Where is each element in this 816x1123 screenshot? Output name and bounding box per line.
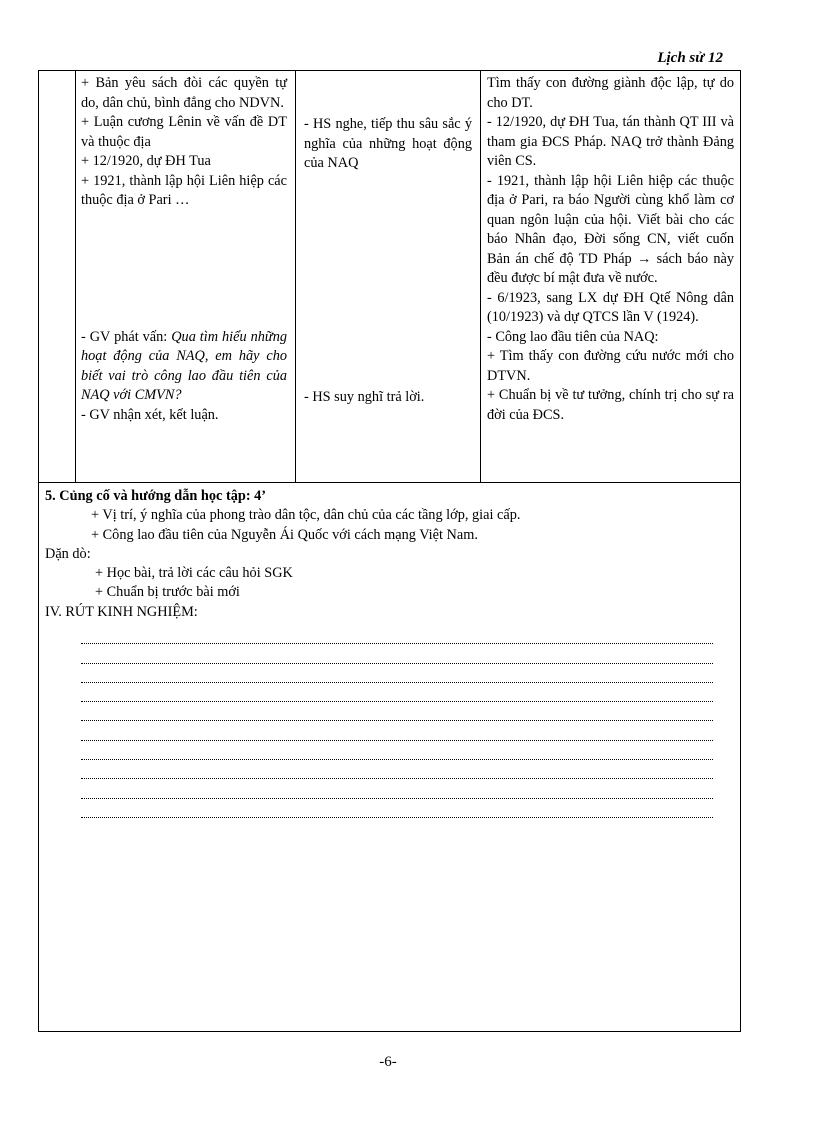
dotted-line: [81, 644, 713, 663]
dotted-line: [81, 683, 713, 702]
dotted-line: [81, 741, 713, 760]
subject-header: Lịch sử 12: [657, 50, 723, 66]
experience-heading: IV. RÚT KINH NGHIỆM:: [45, 603, 198, 620]
dotted-line: [81, 625, 713, 644]
column-divider: [295, 71, 296, 482]
homework-item: + Chuẩn bị trước bài mới: [95, 584, 240, 601]
homework-label: Dặn dò:: [45, 545, 91, 562]
dotted-line: [81, 702, 713, 721]
content-line: + Chuẩn bị về tư tưởng, chính trị cho sự ra đời của ĐCS.: [487, 387, 734, 423]
teacher-activity-column: [81, 74, 287, 425]
dotted-line: [81, 799, 713, 818]
student-activity-column: [304, 115, 472, 407]
content-line: Tìm thấy con đường giành độc lập, tự do cho DT.: [487, 75, 734, 111]
dotted-line: [81, 664, 713, 683]
content-line: - 1921, thành lập hội Liên hiệp các thuộc địa ở Pari, ra báo Người cùng khổ làm cơ quan ngôn luận của hội. Viết bài cho các báo Nhân đạo, Đời sống CN, viết cuốn Bản án chế độ TD Pháp → sách báo này đều được bí mật đưa về nước.: [487, 172, 734, 286]
consolidation-item: + Vị trí, ý nghĩa của phong trào dân tộc, dân chủ của các tầng lớp, giai cấp.: [91, 507, 521, 524]
dotted-line: [81, 760, 713, 779]
teacher-line: + 12/1920, dự ĐH Tua: [81, 153, 211, 169]
teacher-line: + Bản yêu sách đòi các quyền tự do, dân chủ, bình đẳng cho NDVN.: [81, 75, 287, 111]
content-line: - 6/1923, sang LX dự ĐH Qtế Nông dân (10/1923) và dự QTCS lần V (1924).: [487, 289, 734, 325]
column-divider: [75, 71, 76, 482]
consolidation-section: [45, 487, 520, 622]
teacher-line: + Luận cương Lênin về vấn đề DT và thuộc địa: [81, 114, 287, 150]
question-prefix: - GV phát vấn:: [81, 328, 172, 345]
dotted-line: [81, 721, 713, 740]
lesson-table: [38, 70, 741, 1032]
teacher-question: [81, 328, 287, 406]
question-text: Qua tìm hiểu những hoạt động của NAQ, em hãy cho biết vai trò công lao đầu tiên của NAQ với CMVN?: [81, 328, 287, 403]
teacher-line: + 1921, thành lập hội Liên hiệp các thuộc địa ở Pari …: [81, 172, 287, 208]
consolidation-item: + Công lao đầu tiên của Nguyễn Ái Quốc với cách mạng Việt Nam.: [91, 526, 478, 543]
homework-item: + Học bài, trả lời các câu hỏi SGK: [95, 565, 293, 582]
column-divider: [480, 71, 481, 482]
row-divider: [39, 482, 740, 483]
content-line: - 12/1920, dự ĐH Tua, tán thành QT III và tham gia ĐCS Pháp. NAQ trở thành Đảng viên CS.: [487, 114, 734, 169]
content-line: - Công lao đầu tiên của NAQ:: [487, 328, 659, 345]
page-number: -6-: [379, 1054, 397, 1070]
teacher-conclusion: - GV nhận xét, kết luận.: [81, 406, 219, 423]
consolidation-heading: 5. Củng cố và hướng dẫn học tập: 4’: [45, 488, 267, 504]
student-line: - HS nghe, tiếp thu sâu sắc ý nghĩa của những hoạt động của NAQ: [304, 116, 472, 171]
content-line: + Tìm thấy con đường cứu nước mới cho DTVN.: [487, 348, 734, 384]
student-line: - HS suy nghĩ trả lời.: [304, 388, 425, 405]
dotted-line: [81, 779, 713, 798]
content-column: [487, 74, 734, 425]
experience-dotted-lines: [81, 625, 713, 818]
